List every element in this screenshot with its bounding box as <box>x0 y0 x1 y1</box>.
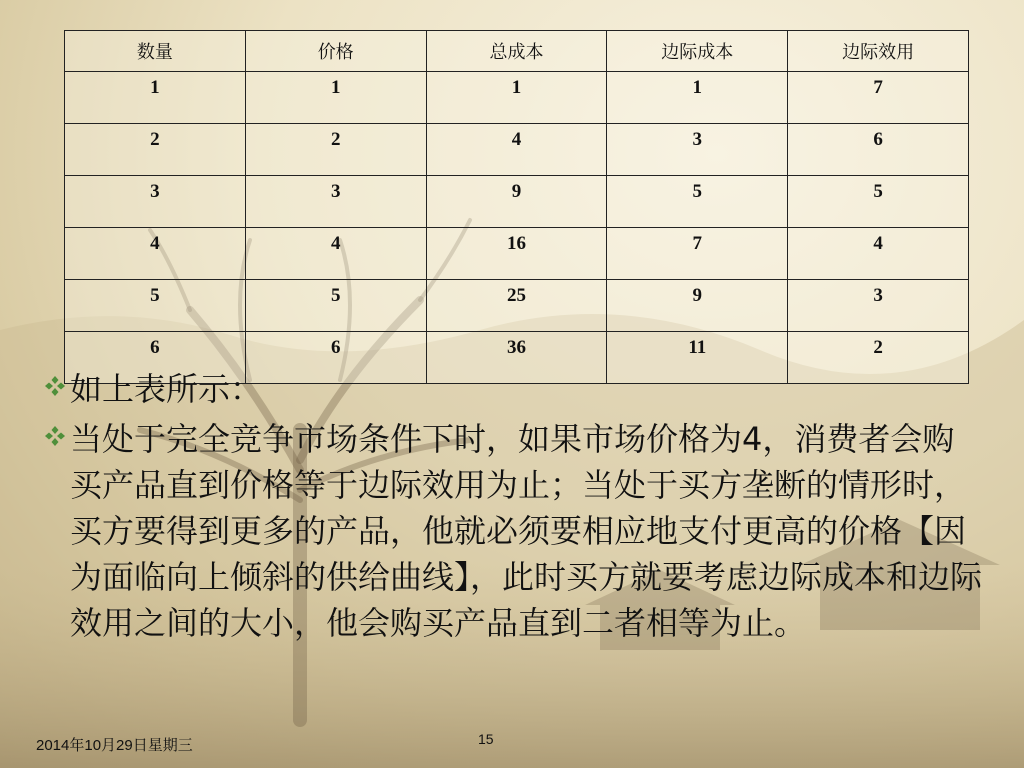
bullet-text: 如上表所示： <box>70 370 263 408</box>
table-cell: 1 <box>245 72 426 124</box>
table-row <box>65 72 969 124</box>
table-cell: 2 <box>65 124 246 176</box>
bullet-item <box>44 416 994 646</box>
footer-date: 2014年10月29日星期三 <box>36 737 193 754</box>
table-cell: 9 <box>426 176 607 228</box>
table-cell: 3 <box>607 124 788 176</box>
table-cell: 4 <box>788 228 969 280</box>
page-number: 15 <box>478 731 494 747</box>
table-cell: 5 <box>788 176 969 228</box>
column-header: 数量 <box>65 31 246 72</box>
table-cell: 2 <box>245 124 426 176</box>
table-cell: 3 <box>65 176 246 228</box>
table-cell: 25 <box>426 280 607 332</box>
table-cell: 5 <box>65 280 246 332</box>
table-cell: 4 <box>65 228 246 280</box>
table-cell: 6 <box>65 332 246 384</box>
table-header-row <box>65 31 969 72</box>
column-header: 总成本 <box>426 31 607 72</box>
table-cell: 5 <box>607 176 788 228</box>
bullet-text: 当处于完全竞争市场条件下时，如果市场价格为4，消费者会购买产品直到价格等于边际效用为止；当处于买方垄断的情形时，买方要得到更多的产品，他就必须要相应地支付更高的价格【因为面临向上倾斜的供给曲线】，此时买方就要考虑边际成本和边际效用之间的大小，他会购买产品直到二者相等为止。 <box>70 420 983 642</box>
table-cell: 3 <box>245 176 426 228</box>
column-header: 边际效用 <box>788 31 969 72</box>
table-cell: 9 <box>607 280 788 332</box>
table-cell: 7 <box>788 72 969 124</box>
column-header: 边际成本 <box>607 31 788 72</box>
table-cell: 4 <box>426 124 607 176</box>
table-cell: 1 <box>65 72 246 124</box>
table-cell: 7 <box>607 228 788 280</box>
table-cell: 1 <box>607 72 788 124</box>
table-row <box>65 228 969 280</box>
bullet-list <box>44 366 994 646</box>
table-cell: 5 <box>245 280 426 332</box>
data-table <box>64 30 969 384</box>
column-header: 价格 <box>245 31 426 72</box>
table-cell: 3 <box>788 280 969 332</box>
table-cell: 16 <box>426 228 607 280</box>
table-row <box>65 280 969 332</box>
table-cell: 6 <box>245 332 426 384</box>
table-row <box>65 176 969 228</box>
diamond-bullet-icon <box>44 425 70 451</box>
bullet-item <box>44 366 994 412</box>
table-cell: 11 <box>607 332 788 384</box>
table-cell: 36 <box>426 332 607 384</box>
table-cell: 2 <box>788 332 969 384</box>
table-cell: 6 <box>788 124 969 176</box>
table-cell: 1 <box>426 72 607 124</box>
table-row <box>65 124 969 176</box>
table-cell: 4 <box>245 228 426 280</box>
diamond-bullet-icon <box>44 375 70 401</box>
